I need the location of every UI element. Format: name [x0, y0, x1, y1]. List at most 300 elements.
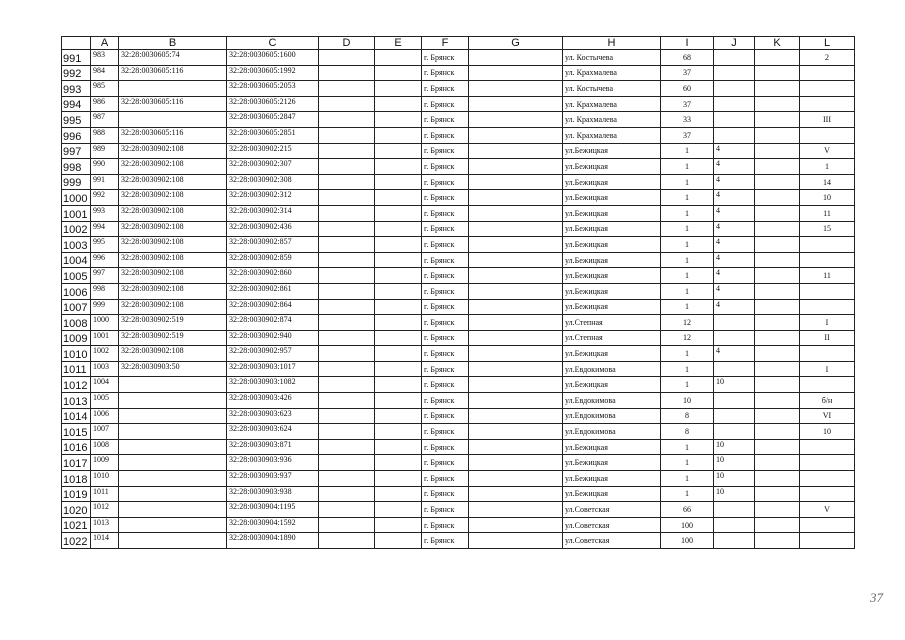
- cell-e: [375, 283, 422, 299]
- cell-k: [755, 502, 800, 518]
- cell-e: [375, 50, 422, 66]
- cell-e: [375, 190, 422, 206]
- cell-l: V: [800, 502, 855, 518]
- cell-l: [800, 377, 855, 393]
- cell-e: [375, 517, 422, 533]
- column-header: H: [563, 37, 661, 50]
- cell-d: [319, 283, 375, 299]
- cell-a: 1011: [91, 486, 119, 502]
- cell-j: 4: [714, 190, 755, 206]
- cell-j: 10: [714, 439, 755, 455]
- cell-f: г. Брянск: [422, 439, 469, 455]
- table-row: [62, 268, 855, 284]
- row-number-cell: 1003: [62, 237, 91, 253]
- cell-e: [375, 315, 422, 331]
- row-number-cell: 1017: [62, 455, 91, 471]
- cell-i: 8: [661, 424, 714, 440]
- cell-k: [755, 517, 800, 533]
- cell-b: [119, 408, 227, 424]
- cell-c: 32:28:0030904:1592: [227, 517, 319, 533]
- cell-i: 1: [661, 159, 714, 175]
- cell-d: [319, 346, 375, 362]
- cell-a: 1005: [91, 393, 119, 409]
- cell-d: [319, 299, 375, 315]
- cell-g: [469, 81, 563, 97]
- cell-e: [375, 221, 422, 237]
- cell-h: ул.Бежицкая: [563, 283, 661, 299]
- cell-f: г. Брянск: [422, 299, 469, 315]
- table-row: [62, 486, 855, 502]
- cell-f: г. Брянск: [422, 96, 469, 112]
- cell-i: 1: [661, 471, 714, 487]
- table-row: [62, 143, 855, 159]
- cell-b: 32:28:0030902:519: [119, 330, 227, 346]
- cell-k: [755, 346, 800, 362]
- cell-e: [375, 112, 422, 128]
- cell-g: [469, 237, 563, 253]
- cell-k: [755, 299, 800, 315]
- cell-c: 32:28:0030903:1017: [227, 361, 319, 377]
- cell-g: [469, 455, 563, 471]
- cell-c: 32:28:0030902:940: [227, 330, 319, 346]
- table-row: [62, 174, 855, 190]
- cell-d: [319, 205, 375, 221]
- cell-l: III: [800, 112, 855, 128]
- cell-l: [800, 455, 855, 471]
- cell-l: 10: [800, 190, 855, 206]
- row-number-cell: 1007: [62, 299, 91, 315]
- cell-j: 4: [714, 346, 755, 362]
- cell-k: [755, 221, 800, 237]
- cell-k: [755, 330, 800, 346]
- cell-g: [469, 424, 563, 440]
- cell-i: 1: [661, 299, 714, 315]
- cell-f: г. Брянск: [422, 221, 469, 237]
- cell-h: ул.Бежицкая: [563, 237, 661, 253]
- cell-b: 32:28:0030605:116: [119, 65, 227, 81]
- row-number-cell: 995: [62, 112, 91, 128]
- cell-h: ул. Крахмалева: [563, 112, 661, 128]
- row-number-cell: 1010: [62, 346, 91, 362]
- cell-l: [800, 237, 855, 253]
- cell-e: [375, 81, 422, 97]
- cell-f: г. Брянск: [422, 377, 469, 393]
- cell-g: [469, 283, 563, 299]
- cell-i: 33: [661, 112, 714, 128]
- table-row: [62, 408, 855, 424]
- cell-e: [375, 299, 422, 315]
- cell-g: [469, 96, 563, 112]
- row-number-cell: 1006: [62, 283, 91, 299]
- cell-a: 996: [91, 252, 119, 268]
- cell-a: 983: [91, 50, 119, 66]
- cell-b: [119, 81, 227, 97]
- table-row: [62, 315, 855, 331]
- cell-b: [119, 455, 227, 471]
- cell-e: [375, 268, 422, 284]
- cell-f: г. Брянск: [422, 190, 469, 206]
- cell-l: 11: [800, 205, 855, 221]
- cell-j: [714, 517, 755, 533]
- cell-f: г. Брянск: [422, 112, 469, 128]
- cell-d: [319, 268, 375, 284]
- cell-d: [319, 361, 375, 377]
- cell-d: [319, 143, 375, 159]
- table-row: [62, 439, 855, 455]
- header-row: [62, 37, 855, 50]
- cell-c: 32:28:0030902:436: [227, 221, 319, 237]
- cell-b: [119, 393, 227, 409]
- cell-a: 999: [91, 299, 119, 315]
- cell-i: 12: [661, 315, 714, 331]
- cell-a: 1002: [91, 346, 119, 362]
- cell-h: ул.Степная: [563, 315, 661, 331]
- cell-a: 986: [91, 96, 119, 112]
- row-number-cell: 1019: [62, 486, 91, 502]
- table-row: [62, 471, 855, 487]
- cell-g: [469, 486, 563, 502]
- table-row: [62, 159, 855, 175]
- table-row: [62, 205, 855, 221]
- cell-j: [714, 393, 755, 409]
- cell-d: [319, 502, 375, 518]
- cell-l: II: [800, 330, 855, 346]
- cell-l: 1: [800, 159, 855, 175]
- cell-h: ул.Бежицкая: [563, 299, 661, 315]
- cell-h: ул.Бежицкая: [563, 377, 661, 393]
- cell-d: [319, 315, 375, 331]
- cell-d: [319, 190, 375, 206]
- cell-l: [800, 533, 855, 549]
- cell-b: 32:28:0030902:108: [119, 237, 227, 253]
- cell-h: ул.Бежицкая: [563, 486, 661, 502]
- cell-g: [469, 377, 563, 393]
- table-row: [62, 96, 855, 112]
- column-header: A: [91, 37, 119, 50]
- cell-g: [469, 205, 563, 221]
- cell-i: 1: [661, 237, 714, 253]
- cell-h: ул.Бежицкая: [563, 268, 661, 284]
- column-header: E: [375, 37, 422, 50]
- cell-a: 1000: [91, 315, 119, 331]
- cell-h: ул.Бежицкая: [563, 174, 661, 190]
- page-number: 37: [870, 590, 883, 605]
- cell-h: ул.Евдокимова: [563, 424, 661, 440]
- cell-d: [319, 221, 375, 237]
- cell-l: I: [800, 315, 855, 331]
- cell-j: [714, 361, 755, 377]
- cell-l: [800, 486, 855, 502]
- column-header: G: [469, 37, 563, 50]
- cell-g: [469, 50, 563, 66]
- cell-k: [755, 127, 800, 143]
- cell-i: 1: [661, 346, 714, 362]
- cell-c: 32:28:0030902:312: [227, 190, 319, 206]
- cell-i: 37: [661, 96, 714, 112]
- cell-g: [469, 502, 563, 518]
- cell-h: ул.Советская: [563, 533, 661, 549]
- cell-g: [469, 174, 563, 190]
- cell-b: 32:28:0030902:108: [119, 268, 227, 284]
- cell-f: г. Брянск: [422, 283, 469, 299]
- cell-a: 993: [91, 205, 119, 221]
- cell-l: 14: [800, 174, 855, 190]
- row-number-cell: 1002: [62, 221, 91, 237]
- cell-b: 32:28:0030902:108: [119, 205, 227, 221]
- cell-e: [375, 455, 422, 471]
- cell-e: [375, 377, 422, 393]
- cell-d: [319, 455, 375, 471]
- cell-h: ул.Степная: [563, 330, 661, 346]
- cell-i: 1: [661, 221, 714, 237]
- cell-i: 1: [661, 205, 714, 221]
- cell-h: ул. Крахмалева: [563, 96, 661, 112]
- column-header: K: [755, 37, 800, 50]
- cell-f: г. Брянск: [422, 424, 469, 440]
- cell-l: 2: [800, 50, 855, 66]
- row-number-cell: 994: [62, 96, 91, 112]
- row-number-cell: 991: [62, 50, 91, 66]
- cell-d: [319, 252, 375, 268]
- cell-c: 32:28:0030605:2851: [227, 127, 319, 143]
- cell-i: 1: [661, 283, 714, 299]
- cell-d: [319, 81, 375, 97]
- cell-i: 1: [661, 486, 714, 502]
- cell-i: 60: [661, 81, 714, 97]
- cell-c: 32:28:0030903:938: [227, 486, 319, 502]
- cell-k: [755, 377, 800, 393]
- cell-l: [800, 65, 855, 81]
- cell-f: г. Брянск: [422, 65, 469, 81]
- cell-d: [319, 50, 375, 66]
- cell-d: [319, 159, 375, 175]
- cell-l: б/н: [800, 393, 855, 409]
- cell-j: [714, 50, 755, 66]
- cell-a: 989: [91, 143, 119, 159]
- cell-e: [375, 424, 422, 440]
- cell-e: [375, 408, 422, 424]
- cell-i: 37: [661, 65, 714, 81]
- table-row: [62, 237, 855, 253]
- row-number-cell: 1008: [62, 315, 91, 331]
- cell-k: [755, 486, 800, 502]
- row-number-cell: 1012: [62, 377, 91, 393]
- cell-e: [375, 159, 422, 175]
- cell-b: [119, 517, 227, 533]
- table-row: [62, 50, 855, 66]
- cell-j: [714, 96, 755, 112]
- cell-a: 994: [91, 221, 119, 237]
- cell-g: [469, 408, 563, 424]
- cell-f: г. Брянск: [422, 346, 469, 362]
- table-row: [62, 533, 855, 549]
- cell-h: ул.Бежицкая: [563, 346, 661, 362]
- cell-g: [469, 268, 563, 284]
- cell-l: [800, 299, 855, 315]
- cell-f: г. Брянск: [422, 174, 469, 190]
- cell-b: [119, 502, 227, 518]
- cell-c: 32:28:0030903:623: [227, 408, 319, 424]
- table-row: [62, 455, 855, 471]
- cell-h: ул.Бежицкая: [563, 159, 661, 175]
- row-number-cell: 1009: [62, 330, 91, 346]
- cell-b: 32:28:0030902:108: [119, 252, 227, 268]
- table-row: [62, 283, 855, 299]
- cell-g: [469, 190, 563, 206]
- cell-b: [119, 439, 227, 455]
- row-number-cell: 1013: [62, 393, 91, 409]
- cell-e: [375, 330, 422, 346]
- cell-i: 66: [661, 502, 714, 518]
- cell-c: 32:28:0030902:314: [227, 205, 319, 221]
- cell-c: 32:28:0030605:1992: [227, 65, 319, 81]
- cell-c: 32:28:0030605:2126: [227, 96, 319, 112]
- row-number-cell: 996: [62, 127, 91, 143]
- cell-j: 4: [714, 221, 755, 237]
- cell-f: г. Брянск: [422, 50, 469, 66]
- cell-k: [755, 315, 800, 331]
- cell-g: [469, 299, 563, 315]
- cell-k: [755, 50, 800, 66]
- cell-k: [755, 424, 800, 440]
- cell-c: 32:28:0030903:937: [227, 471, 319, 487]
- table-row: [62, 252, 855, 268]
- cell-d: [319, 439, 375, 455]
- cell-b: [119, 533, 227, 549]
- row-number-cell: 1011: [62, 361, 91, 377]
- cell-i: 1: [661, 439, 714, 455]
- cell-d: [319, 393, 375, 409]
- cell-a: 990: [91, 159, 119, 175]
- cell-h: ул.Бежицкая: [563, 190, 661, 206]
- cell-f: г. Брянск: [422, 159, 469, 175]
- cell-g: [469, 346, 563, 362]
- cell-i: 8: [661, 408, 714, 424]
- row-number-cell: 993: [62, 81, 91, 97]
- cell-h: ул. Крахмалева: [563, 127, 661, 143]
- cell-h: ул.Бежицкая: [563, 205, 661, 221]
- cell-d: [319, 517, 375, 533]
- cell-d: [319, 533, 375, 549]
- cell-h: ул.Бежицкая: [563, 455, 661, 471]
- column-header: B: [119, 37, 227, 50]
- cell-k: [755, 471, 800, 487]
- cell-i: 68: [661, 50, 714, 66]
- cell-h: ул.Бежицкая: [563, 471, 661, 487]
- cell-b: 32:28:0030902:108: [119, 190, 227, 206]
- cell-l: [800, 283, 855, 299]
- cell-a: 1004: [91, 377, 119, 393]
- cell-j: 10: [714, 486, 755, 502]
- cell-l: [800, 346, 855, 362]
- cell-a: 1010: [91, 471, 119, 487]
- cell-i: 37: [661, 127, 714, 143]
- cell-i: 1: [661, 143, 714, 159]
- cell-e: [375, 237, 422, 253]
- cell-b: 32:28:0030902:108: [119, 159, 227, 175]
- table-row: [62, 393, 855, 409]
- table-row: [62, 502, 855, 518]
- cell-l: I: [800, 361, 855, 377]
- cell-j: 10: [714, 377, 755, 393]
- row-number-cell: 1005: [62, 268, 91, 284]
- cell-i: 1: [661, 190, 714, 206]
- cell-c: 32:28:0030902:957: [227, 346, 319, 362]
- cell-g: [469, 471, 563, 487]
- cell-c: 32:28:0030902:874: [227, 315, 319, 331]
- cell-b: 32:28:0030902:108: [119, 299, 227, 315]
- cell-a: 1006: [91, 408, 119, 424]
- table-row: [62, 221, 855, 237]
- cell-c: 32:28:0030903:871: [227, 439, 319, 455]
- cell-j: [714, 315, 755, 331]
- cell-k: [755, 408, 800, 424]
- cell-f: г. Брянск: [422, 315, 469, 331]
- cell-e: [375, 96, 422, 112]
- cell-i: 10: [661, 393, 714, 409]
- cell-d: [319, 174, 375, 190]
- cell-a: 992: [91, 190, 119, 206]
- cell-a: 1001: [91, 330, 119, 346]
- row-number-cell: 992: [62, 65, 91, 81]
- cell-l: [800, 127, 855, 143]
- cell-d: [319, 112, 375, 128]
- row-number-cell: 1014: [62, 408, 91, 424]
- cell-k: [755, 159, 800, 175]
- cell-l: 10: [800, 424, 855, 440]
- cell-e: [375, 205, 422, 221]
- cell-j: 4: [714, 252, 755, 268]
- cell-g: [469, 127, 563, 143]
- cell-j: [714, 502, 755, 518]
- cell-e: [375, 65, 422, 81]
- cell-h: ул. Костычева: [563, 81, 661, 97]
- cell-l: [800, 439, 855, 455]
- cell-k: [755, 81, 800, 97]
- table-row: [62, 377, 855, 393]
- cell-f: г. Брянск: [422, 205, 469, 221]
- cell-h: ул.Советская: [563, 502, 661, 518]
- cell-a: 984: [91, 65, 119, 81]
- row-number-cell: 1022: [62, 533, 91, 549]
- cell-c: 32:28:0030902:215: [227, 143, 319, 159]
- cell-k: [755, 252, 800, 268]
- cell-l: [800, 252, 855, 268]
- cell-g: [469, 330, 563, 346]
- cell-g: [469, 252, 563, 268]
- row-number-cell: 1018: [62, 471, 91, 487]
- cell-a: 998: [91, 283, 119, 299]
- column-header: J: [714, 37, 755, 50]
- cell-a: 995: [91, 237, 119, 253]
- cell-d: [319, 486, 375, 502]
- cell-f: г. Брянск: [422, 455, 469, 471]
- cell-c: 32:28:0030902:861: [227, 283, 319, 299]
- cell-g: [469, 517, 563, 533]
- cell-l: VI: [800, 408, 855, 424]
- cell-k: [755, 361, 800, 377]
- cell-d: [319, 471, 375, 487]
- cell-f: г. Брянск: [422, 486, 469, 502]
- cell-c: 32:28:0030902:860: [227, 268, 319, 284]
- cell-h: ул.Бежицкая: [563, 439, 661, 455]
- table-row: [62, 190, 855, 206]
- cell-f: г. Брянск: [422, 408, 469, 424]
- cell-h: ул.Бежицкая: [563, 221, 661, 237]
- row-number-cell: 999: [62, 174, 91, 190]
- cell-j: 4: [714, 159, 755, 175]
- cell-e: [375, 361, 422, 377]
